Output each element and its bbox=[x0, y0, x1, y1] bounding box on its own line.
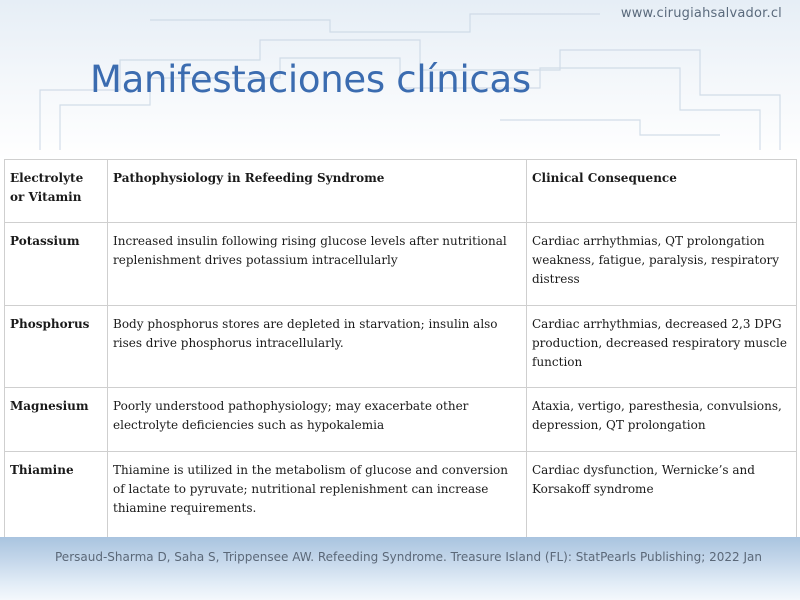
consequence-cell: Cardiac arrhythmias, decreased 2,3 DPG production, decreased respiratory muscle function bbox=[527, 306, 797, 388]
refeeding-table bbox=[4, 159, 797, 538]
table-container bbox=[4, 159, 796, 537]
table-row bbox=[5, 306, 797, 388]
citation-text: Persaud-Sharma D, Saha S, Trippensee AW. Refeeding Syndrome. Treasure Island (FL): StatPearls Publishing; 2022 Jan bbox=[55, 550, 762, 564]
pathophysiology-cell: Poorly understood pathophysiology; may exacerbate other electrolyte deficiencies such as hypokalemia bbox=[108, 388, 527, 452]
column-header-consequence: Clinical Consequence bbox=[527, 160, 797, 223]
footer-band bbox=[0, 537, 800, 600]
column-header-pathophysiology: Pathophysiology in Refeeding Syndrome bbox=[108, 160, 527, 223]
row-label-potassium: Potassium bbox=[5, 223, 108, 306]
table-row bbox=[5, 388, 797, 452]
pathophysiology-cell: Thiamine is utilized in the metabolism of glucose and conversion of lactate to pyruvate; nutritional replenishment can increase thiamine requirements. bbox=[108, 452, 527, 538]
slide-title: Manifestaciones clínicas bbox=[90, 58, 531, 101]
column-header-electrolyte: Electrolyte or Vitamin bbox=[5, 160, 108, 223]
table-row bbox=[5, 223, 797, 306]
row-label-thiamine: Thiamine bbox=[5, 452, 108, 538]
table-row bbox=[5, 452, 797, 538]
consequence-cell: Ataxia, vertigo, paresthesia, convulsions, depression, QT prolongation bbox=[527, 388, 797, 452]
consequence-cell: Cardiac arrhythmias, QT prolongation weakness, fatigue, paralysis, respiratory distress bbox=[527, 223, 797, 306]
consequence-cell: Cardiac dysfunction, Wernicke’s and Korsakoff syndrome bbox=[527, 452, 797, 538]
table-header-row bbox=[5, 160, 797, 223]
row-label-phosphorus: Phosphorus bbox=[5, 306, 108, 388]
pathophysiology-cell: Increased insulin following rising glucose levels after nutritional replenishment drives potassium intracellularly bbox=[108, 223, 527, 306]
site-url: www.cirugiahsalvador.cl bbox=[620, 6, 782, 21]
row-label-magnesium: Magnesium bbox=[5, 388, 108, 452]
pathophysiology-cell: Body phosphorus stores are depleted in starvation; insulin also rises drive phosphorus intracellularly. bbox=[108, 306, 527, 388]
